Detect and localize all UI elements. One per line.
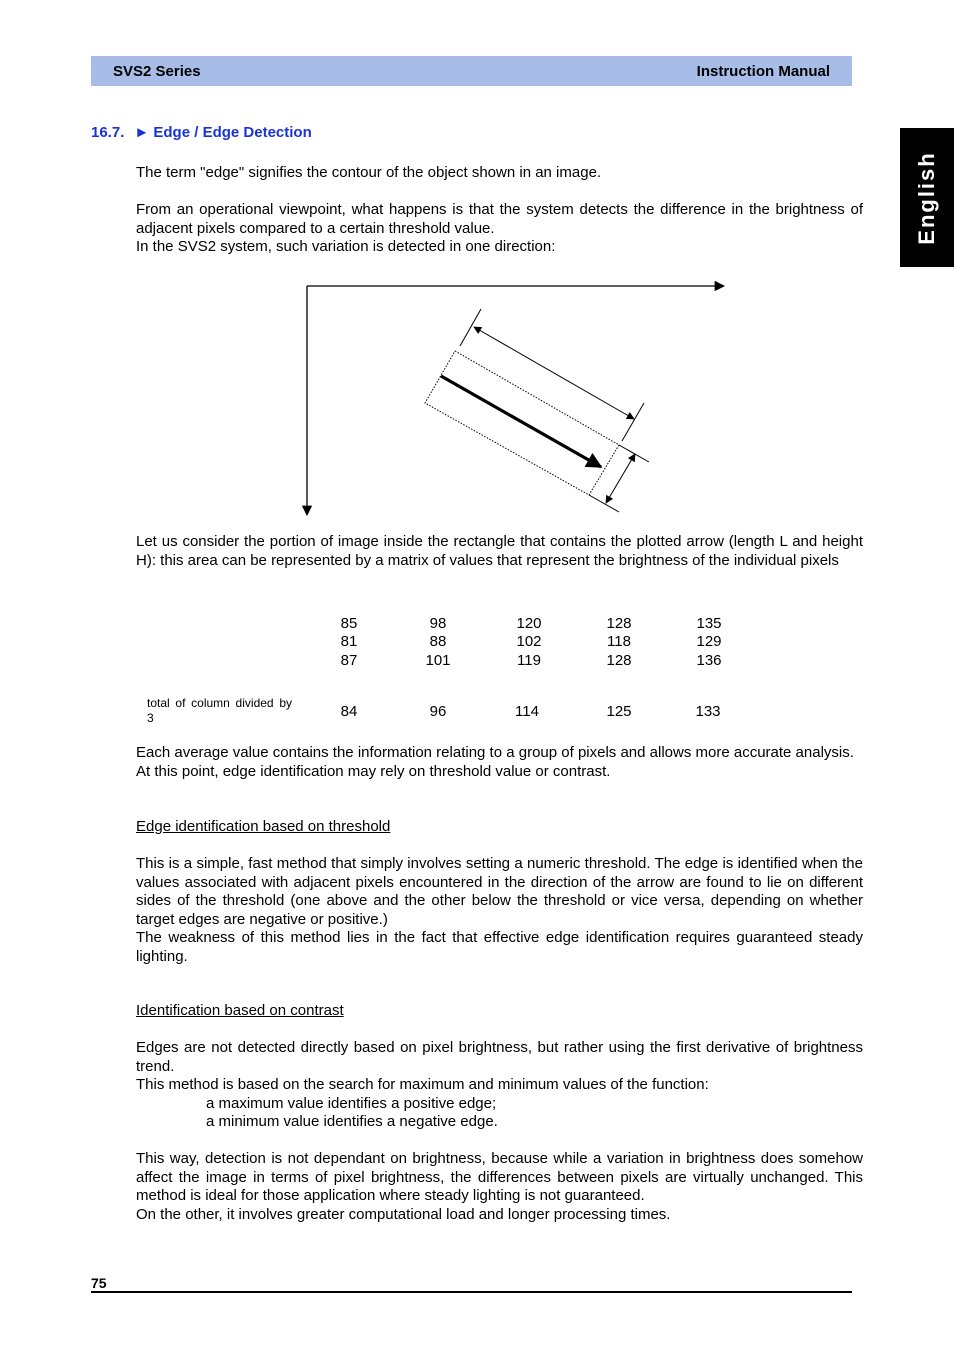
total-label: total of column divided by 3 [147, 696, 292, 725]
subheading-contrast: Identification based on contrast [136, 1002, 344, 1019]
language-tab-label: English [914, 150, 939, 245]
paragraph-direction-text: In the SVS2 system, such variation is detected in one direction: [136, 238, 556, 255]
height-extension-bottom [589, 495, 619, 512]
section-number: 16.7. [91, 124, 125, 141]
subheading-threshold: Edge identification based on threshold [136, 818, 391, 835]
paragraph-threshold-or-contrast: At this point, edge identification may rely on threshold value or contrast. [136, 762, 611, 780]
paragraph-conclusion [136, 1150, 863, 1224]
paragraph-contrast [136, 1039, 863, 1132]
paragraph-contrast-method: This method is based on the search for maximum and minimum values of the function: [136, 1076, 709, 1093]
matrix-cell: 87 [340, 652, 358, 669]
column-average-cell: 133 [695, 703, 721, 720]
matrix-cell: 85 [340, 615, 358, 632]
paragraph-threshold-text: This is a simple, fast method that simply involves setting a numeric threshold. The edge is identified when the values associated with adjacent pixels encountered in the direction of the arrow are found to lie on different sides of the threshold (one above and the other below the threshold or vice versa, depending on whether target edges are negative or positive.) [136, 855, 863, 928]
paragraph-average [136, 744, 863, 781]
page-number: 75 [91, 1275, 107, 1291]
matrix-cell: 119 [517, 652, 541, 669]
column-average-cell: 96 [429, 703, 447, 720]
matrix-cell: 101 [425, 652, 451, 669]
column-average-cell: 84 [340, 703, 358, 720]
matrix-cell: 128 [606, 652, 632, 669]
subheading-threshold-wrap [136, 818, 863, 837]
paragraph-negative-edge: a minimum value identifies a negative edge. [206, 1113, 498, 1130]
subheading-contrast-wrap [136, 1002, 863, 1021]
length-extension-right [622, 403, 644, 441]
paragraph-conclusion-text: This way, detection is not dependant on brightness, because while a variation in brightness does somehow affect the image in terms of pixel brightness, the differences between pixels are virtually unchanged. This method is ideal for those application where steady lighting is not guaranteed. [136, 1150, 863, 1204]
paragraph-conclusion-cost: On the other, it involves greater computational load and longer processing times. [136, 1205, 671, 1223]
paragraph-threshold [136, 855, 863, 966]
length-dimension-arrow [474, 327, 634, 419]
matrix-cell: 98 [429, 615, 447, 632]
paragraph-operational-text: From an operational viewpoint, what happens is that the system detects the difference in the brightness of adjacent pixels compared to a certain threshold value. [136, 201, 863, 237]
height-extension-top [619, 445, 649, 462]
matrix-cell: 135 [696, 615, 722, 632]
paragraph-average-text: Each average value contains the information relating to a group of pixels and allows more accurate analysis. [136, 744, 854, 761]
edge-direction-arrow [441, 376, 601, 467]
paragraph-positive-edge: a maximum value identifies a positive edge; [206, 1094, 497, 1112]
matrix-cell: 88 [429, 633, 447, 650]
paragraph-edge-definition: The term "edge" signifies the contour of the object shown in an image. [136, 164, 602, 181]
column-average-cell: 114 [515, 703, 539, 720]
matrix-cell: 81 [340, 633, 358, 650]
header-manual: Instruction Manual [696, 63, 830, 80]
footer-rule [91, 1291, 852, 1293]
matrix-cell: 129 [696, 633, 722, 650]
column-average-cell: 125 [606, 703, 632, 720]
matrix-cell: 120 [516, 615, 542, 632]
paragraph-matrix-intro: Let us consider the portion of image inside the rectangle that contains the plotted arrow (length L and height H): this area can be represented by a matrix of values that represent the brightness of the individual pixels [136, 533, 863, 569]
matrix-cell: 102 [516, 633, 542, 650]
paragraph-contrast-text: Edges are not detected directly based on pixel brightness, but rather using the first derivative of brightness trend. [136, 1039, 863, 1075]
length-extension-left [460, 309, 481, 346]
section-heading: ► Edge / Edge Detection [134, 124, 312, 141]
matrix-cell: 128 [606, 615, 632, 632]
matrix-cell: 136 [696, 652, 722, 669]
header-series: SVS2 Series [113, 63, 201, 80]
height-dimension-arrow [606, 454, 635, 503]
paragraph-threshold-weakness: The weakness of this method lies in the fact that effective edge identification requires guaranteed steady lighting. [136, 929, 863, 965]
matrix-cell: 118 [607, 633, 631, 650]
